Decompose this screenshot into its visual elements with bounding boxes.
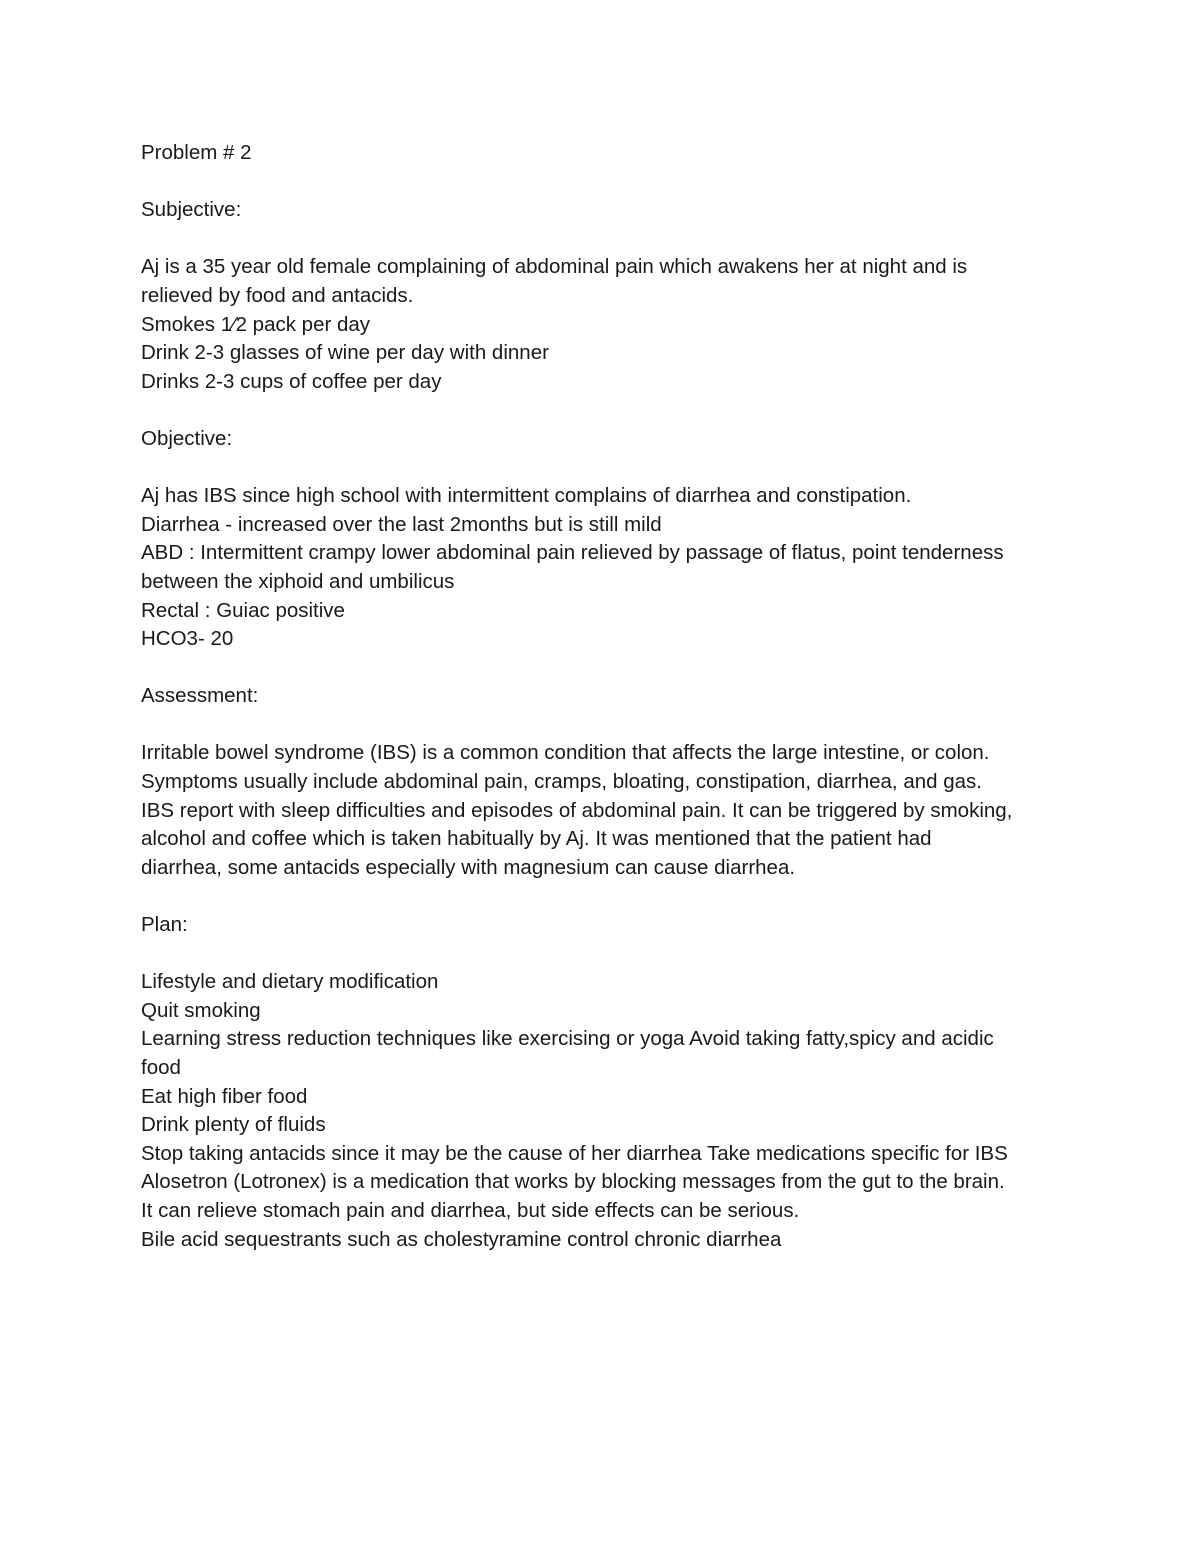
subjective-line: Drinks 2-3 cups of coffee per day xyxy=(141,369,442,393)
plan-line: It can relieve stomach pain and diarrhea, but side effects can be serious. xyxy=(141,1198,800,1222)
objective-line: Rectal : Guiac positive xyxy=(141,598,345,622)
subjective-line: relieved by food and antacids. xyxy=(141,283,414,307)
objective-heading: Objective: xyxy=(141,426,233,450)
assessment-line: diarrhea, some antacids especially with magnesium can cause diarrhea. xyxy=(141,855,796,879)
plan-line: Bile acid sequestrants such as cholestyramine control chronic diarrhea xyxy=(141,1227,782,1251)
subjective-heading: Subjective: xyxy=(141,198,242,222)
plan-line: Alosetron (Lotronex) is a medication that works by blocking messages from the gut to the brain. xyxy=(141,1170,1005,1194)
assessment-heading: Assessment: xyxy=(141,684,259,708)
spacer xyxy=(141,940,1081,969)
spacer xyxy=(141,225,1081,254)
assessment-line: Symptoms usually include abdominal pain, cramps, bloating, constipation, diarrhea, and gas. xyxy=(141,770,982,794)
objective-line: between the xiphoid and umbilicus xyxy=(141,569,455,593)
plan-line: Learning stress reduction techniques like exercising or yoga Avoid taking fatty,spicy and acidic xyxy=(141,1027,994,1051)
subjective-line: Drink 2-3 glasses of wine per day with dinner xyxy=(141,341,549,365)
plan-line: Eat high fiber food xyxy=(141,1084,308,1108)
assessment-line: Irritable bowel syndrome (IBS) is a common condition that affects the large intestine, or colon. xyxy=(141,741,990,765)
assessment-line: IBS report with sleep difficulties and episodes of abdominal pain. It can be triggered by smoking, xyxy=(141,798,1013,822)
spacer xyxy=(141,882,1081,911)
assessment-line: alcohol and coffee which is taken habitually by Aj. It was mentioned that the patient had xyxy=(141,827,932,851)
document-title: Problem # 2 xyxy=(141,141,252,164)
spacer xyxy=(141,396,1081,425)
plan-line: food xyxy=(141,1056,181,1079)
subjective-line: Smokes 1⁄2 pack per day xyxy=(141,312,371,336)
objective-line: Diarrhea - increased over the last 2months but is still mild xyxy=(141,512,662,536)
spacer xyxy=(141,454,1081,483)
plan-heading: Plan: xyxy=(141,913,188,937)
plan-line: Stop taking antacids since it may be the cause of her diarrhea Take medications specific for IBS xyxy=(141,1141,1008,1165)
plan-line: Drink plenty of fluids xyxy=(141,1113,326,1137)
objective-line: ABD : Intermittent crampy lower abdominal pain relieved by passage of flatus, point tenderness xyxy=(141,541,1004,565)
document-page xyxy=(141,139,1081,1254)
plan-line: Lifestyle and dietary modification xyxy=(141,970,439,994)
objective-line: HCO3- 20 xyxy=(141,627,234,651)
spacer xyxy=(141,711,1081,740)
objective-line: Aj has IBS since high school with intermittent complains of diarrhea and constipation. xyxy=(141,484,912,508)
plan-line: Quit smoking xyxy=(141,998,261,1022)
spacer xyxy=(141,168,1081,197)
subjective-line: Aj is a 35 year old female complaining of abdominal pain which awakens her at night and is xyxy=(141,255,968,279)
spacer xyxy=(141,654,1081,683)
